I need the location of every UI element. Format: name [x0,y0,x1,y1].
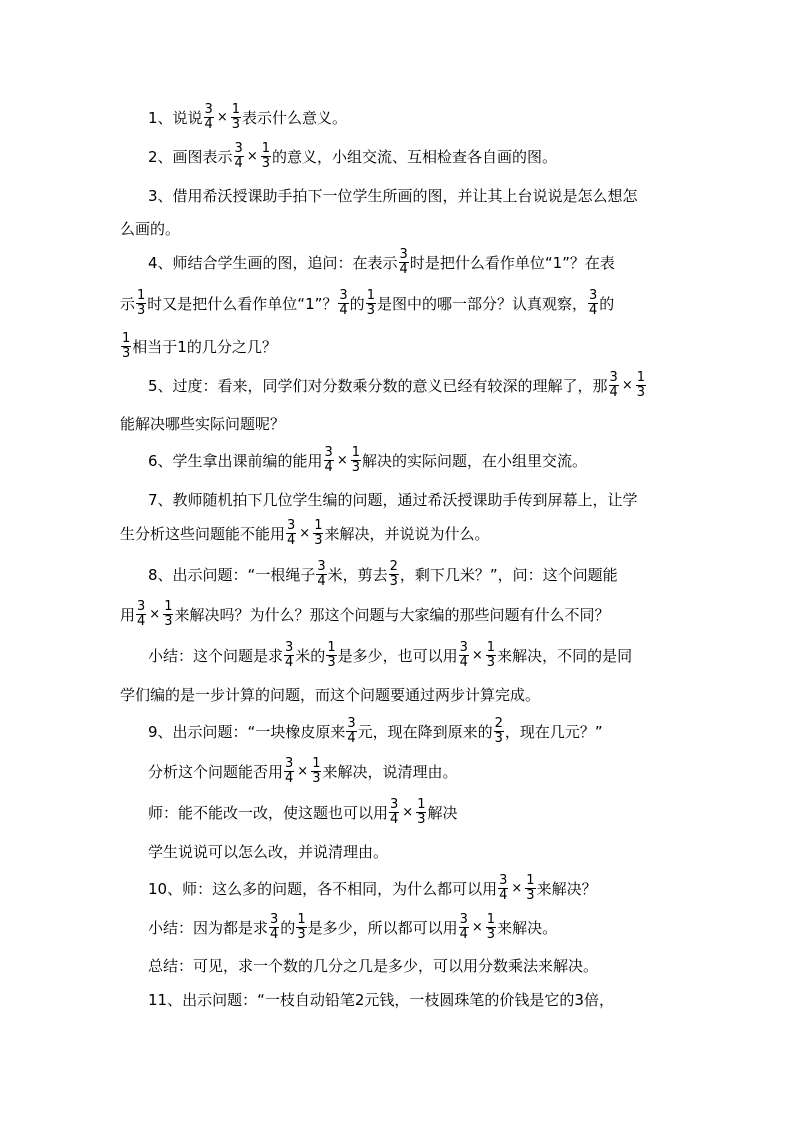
text-line [148,754,458,788]
fraction [459,913,469,942]
text-run: 9、出示问题：“一块橡皮原来 [148,722,346,741]
fraction-numerator: 3 [609,369,618,385]
text-run: 生分析这些问题能不能用 [120,524,286,543]
text-line [148,557,618,591]
fraction-denominator: 3 [231,116,241,132]
fraction-numerator: 3 [234,140,243,156]
fraction-denominator: 4 [609,384,618,400]
text-line [148,834,388,868]
fraction-denominator: 4 [459,654,468,670]
times-sign: × [216,109,228,125]
text-run: 示 [120,294,136,313]
text-run: 解决的实际问题，在小组里交流。 [362,451,588,470]
fraction-denominator: 4 [137,613,146,629]
fraction-numerator: 1 [351,444,361,460]
text-line [148,245,615,279]
fraction [351,446,361,475]
text-run: 5、过度：看来，同学们对分数乘分数的意义已经有较深的理解了，那 [148,376,608,395]
times-sign: × [297,763,309,779]
fraction [494,717,504,746]
text-line [120,677,540,711]
fraction [609,371,619,400]
text-line [148,795,458,829]
times-sign: × [471,919,483,935]
fraction-denominator: 3 [494,730,503,746]
text-run: 表示什么意义。 [242,108,348,127]
fraction-numerator: 1 [636,369,646,385]
text-run: 10、师：这么多的问题，各不相同，为什么都可以用 [148,879,498,898]
text-run: 相当于1的几分之几？ [132,337,277,356]
text-run: 能解决哪些实际问题呢？ [120,414,286,433]
text-run: 时又是把什么看作单位“1”？ [147,294,338,313]
fraction-denominator: 4 [270,926,279,942]
text-run: 8、出示问题：“一根绳子 [148,565,316,584]
text-run: 来解决，并说说为什么。 [324,524,490,543]
fraction-denominator: 3 [526,887,535,903]
text-run: 是多少，所以都可以用 [307,918,458,937]
fraction [231,103,241,132]
fraction [269,913,279,942]
fraction [389,798,399,827]
text-run: 用 [120,605,136,624]
fraction-denominator: 3 [122,345,131,361]
fraction-numerator: 3 [270,911,279,927]
fraction-numerator: 3 [285,639,294,655]
fraction-numerator: 1 [486,639,496,655]
times-sign: × [246,148,258,164]
fraction-denominator: 3 [261,155,271,171]
fraction-denominator: 4 [347,730,356,746]
fraction-denominator: 4 [459,926,468,942]
text-line [120,286,614,320]
fraction-denominator: 4 [339,302,348,318]
text-run: 的 [349,294,365,313]
fraction [136,600,146,629]
text-line [148,948,598,982]
text-line [148,482,638,516]
text-line [148,443,587,477]
text-line [120,211,180,245]
fraction-numerator: 1 [122,330,131,346]
fraction [486,913,496,942]
text-line [148,982,614,1016]
fraction-denominator: 3 [486,654,496,670]
text-run: 解决 [427,803,458,822]
fraction-numerator: 1 [312,755,321,771]
fraction-denominator: 4 [287,532,296,548]
fraction [121,332,131,361]
text-run: ，剩下几米？”，问：这个问题能 [399,565,618,584]
text-run: 的意义，小组交流、互相检查各自画的图。 [272,147,558,166]
text-run: 是多少，也可以用 [337,646,458,665]
text-line [120,597,610,631]
fraction-numerator: 3 [287,517,296,533]
fraction-denominator: 3 [137,302,146,318]
fraction-denominator: 4 [204,116,213,132]
fraction-numerator: 1 [366,287,375,303]
fraction [338,289,348,318]
times-sign: × [149,606,161,622]
fraction-numerator: 3 [459,911,468,927]
fraction-denominator: 4 [399,261,408,277]
fraction-denominator: 3 [366,302,375,318]
text-run: 小结：这个问题是求 [148,646,284,665]
text-line [120,329,277,363]
text-run: 米的 [295,646,326,665]
text-run: 师：能不能改一改，使这题也可以用 [148,803,389,822]
fraction-numerator: 3 [399,246,408,262]
fraction [316,560,326,589]
fraction [459,641,469,670]
fraction-denominator: 3 [164,613,173,629]
fraction-numerator: 3 [137,598,146,614]
fraction-denominator: 3 [636,384,646,400]
fraction [284,641,294,670]
fraction-numerator: 3 [499,872,508,888]
fraction [346,717,356,746]
text-run: 11、出示问题：“一枝自动铅笔2元钱，一枝圆珠笔的价钱是它的3倍， [148,990,614,1009]
fraction-denominator: 4 [499,887,508,903]
times-sign: × [402,804,414,820]
fraction-numerator: 3 [339,287,348,303]
fraction-numerator: 3 [324,444,333,460]
fraction-denominator: 4 [234,155,243,171]
fraction-numerator: 3 [588,287,598,303]
fraction [234,142,244,171]
fraction [399,248,409,277]
fraction-numerator: 3 [347,715,356,731]
fraction [389,560,399,589]
fraction [416,798,426,827]
fraction-numerator: 1 [314,517,323,533]
text-run: 米，剪去 [327,565,388,584]
fraction-denominator: 3 [314,532,323,548]
text-line [148,100,347,134]
fraction-numerator: 2 [389,558,398,574]
fraction-denominator: 3 [351,459,361,475]
text-line [148,368,647,402]
fraction-denominator: 3 [417,811,426,827]
fraction [486,641,496,670]
fraction [313,519,323,548]
fraction-denominator: 4 [317,573,326,589]
fraction [636,371,646,400]
text-run: 总结：可见，求一个数的几分之几是多少，可以用分数乘法来解决。 [148,956,599,975]
fraction [136,289,146,318]
text-run: 学们编的是一步计算的问题，而这个问题要通过两步计算完成。 [120,685,541,704]
fraction [261,142,271,171]
fraction-numerator: 1 [486,911,496,927]
fraction-denominator: 4 [588,302,598,318]
fraction-numerator: 3 [317,558,326,574]
fraction [286,519,296,548]
text-line [120,516,490,550]
text-run: 4、师结合学生画的图，追问：在表示 [148,253,398,272]
text-line [148,910,557,944]
fraction [311,757,321,786]
fraction [498,874,508,903]
text-run: 么画的。 [120,219,181,238]
text-line [148,714,603,748]
fraction-denominator: 3 [327,654,336,670]
fraction-numerator: 3 [459,639,468,655]
fraction-denominator: 4 [390,811,399,827]
fraction-numerator: 3 [204,101,213,117]
text-run: 的 [280,918,296,937]
fraction [525,874,535,903]
fraction-numerator: 3 [390,796,399,812]
times-sign: × [471,647,483,663]
text-run: ，现在几元？” [504,722,603,741]
fraction-denominator: 4 [285,654,294,670]
text-run: 分析这个问题能否用 [148,762,284,781]
text-line [148,638,632,672]
text-run: 学生说说可以怎么改，并说清理由。 [148,842,389,861]
fraction-numerator: 3 [285,755,294,771]
fraction-numerator: 1 [526,872,535,888]
fraction-denominator: 3 [297,926,306,942]
fraction [324,446,334,475]
fraction [296,913,306,942]
text-run: 的 [599,294,615,313]
text-line [120,406,285,440]
fraction [284,757,294,786]
fraction-numerator: 2 [494,715,503,731]
text-run: 6、学生拿出课前编的能用 [148,451,323,470]
text-run: 来解决，不同的是同 [497,646,633,665]
text-run: 是图中的哪一部分？认真观察， [376,294,587,313]
text-line [148,871,597,905]
times-sign: × [511,880,523,896]
text-run: 来解决。 [497,918,558,937]
fraction-denominator: 4 [285,770,294,786]
times-sign: × [621,377,633,393]
text-run: 小结：因为都是求 [148,918,269,937]
times-sign: × [299,525,311,541]
fraction-denominator: 3 [312,770,321,786]
text-run: 元，现在降到原来的 [357,722,493,741]
fraction-numerator: 1 [231,101,241,117]
fraction [588,289,598,318]
text-run: 来解决？ [536,879,597,898]
text-run: 1、说说 [148,108,203,127]
text-run: 来解决吗？为什么？那这个问题与大家编的那些问题有什么不同？ [174,605,610,624]
text-line [148,178,638,212]
fraction-denominator: 4 [324,459,333,475]
fraction-numerator: 1 [417,796,426,812]
text-run: 来解决，说清理由。 [322,762,458,781]
text-run: 2、画图表示 [148,147,233,166]
text-run: 时是把什么看作单位“1”？在表 [409,253,615,272]
fraction-numerator: 1 [137,287,146,303]
fraction [204,103,214,132]
fraction [163,600,173,629]
fraction [326,641,336,670]
fraction-denominator: 3 [389,573,398,589]
text-line [148,139,557,173]
fraction [366,289,376,318]
fraction-numerator: 1 [164,598,173,614]
fraction-denominator: 3 [486,926,496,942]
fraction-numerator: 1 [297,911,306,927]
fraction-numerator: 1 [261,140,271,156]
fraction-numerator: 1 [327,639,336,655]
text-run: 3、借用希沃授课助手拍下一位学生所画的图，并让其上台说说是怎么想怎 [148,186,638,205]
text-run: 7、教师随机拍下几位学生编的问题，通过希沃授课助手传到屏幕上，让学 [148,490,638,509]
times-sign: × [336,452,348,468]
